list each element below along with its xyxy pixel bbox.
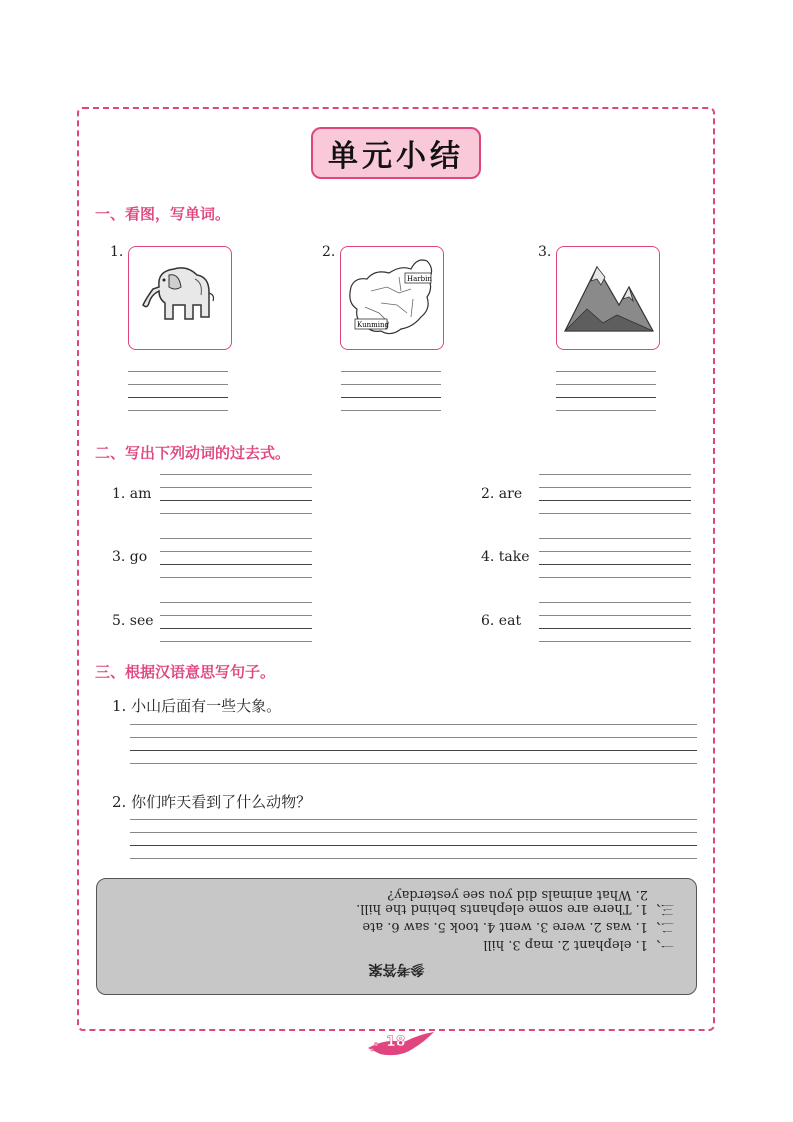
answer-line: 2. What animals did you see yesterday? — [387, 887, 648, 902]
verb-answer-lines[interactable] — [160, 602, 312, 646]
verb-answer-lines[interactable] — [539, 602, 691, 646]
answer-line: 二、1. was 2. were 3. went 4. took 5. saw 6. ate — [362, 919, 674, 934]
verb-answer-lines[interactable] — [539, 474, 691, 518]
verb-label: 6. eat — [481, 613, 522, 629]
picture-number: 2. — [322, 244, 336, 260]
answer-lines[interactable] — [556, 371, 656, 411]
map-picture — [340, 246, 444, 350]
page-number-text: 18 — [386, 1034, 406, 1050]
verb-answer-lines[interactable] — [160, 474, 312, 518]
verb-answer-lines[interactable] — [539, 538, 691, 582]
picture-number: 3. — [538, 244, 552, 260]
map-label-kunming: Kunming — [357, 321, 389, 329]
answer-key-title: 参考答案 — [368, 961, 425, 977]
page-number — [366, 1030, 436, 1058]
picture-number: 1. — [110, 244, 124, 260]
sentence-answer-lines[interactable] — [130, 819, 697, 861]
sentence-answer-lines[interactable] — [130, 724, 697, 766]
elephant-icon — [129, 247, 229, 347]
answer-line: 三、1. There are some elephants behind the hill. — [356, 901, 674, 916]
mountain-icon — [557, 247, 657, 347]
elephant-picture — [128, 246, 232, 350]
section2-heading: 二、写出下列动词的过去式。 — [95, 444, 291, 462]
section1-heading: 一、看图，写单词。 — [95, 205, 231, 223]
answer-lines[interactable] — [341, 371, 441, 411]
verb-label: 5. see — [112, 613, 154, 629]
section3-heading: 三、根据汉语意思写句子。 — [95, 663, 276, 681]
verb-label: 3. go — [112, 549, 148, 565]
map-label-harbin: Harbin — [407, 275, 432, 283]
verb-label: 4. take — [481, 549, 530, 565]
answer-line: 一、1. elephant 2. map 3. hill — [483, 937, 674, 952]
verb-label: 2. are — [481, 486, 523, 502]
china-map-icon — [341, 247, 441, 347]
mountain-picture — [556, 246, 660, 350]
answer-lines[interactable] — [128, 371, 228, 411]
sentence-prompt: 2. 你们昨天看到了什么动物？ — [112, 793, 312, 811]
page-title: 单元小结 — [311, 127, 481, 179]
verb-answer-lines[interactable] — [160, 538, 312, 582]
sentence-prompt: 1. 小山后面有一些大象。 — [112, 697, 282, 715]
answer-key-box — [96, 878, 697, 995]
verb-label: 1. am — [112, 486, 152, 502]
